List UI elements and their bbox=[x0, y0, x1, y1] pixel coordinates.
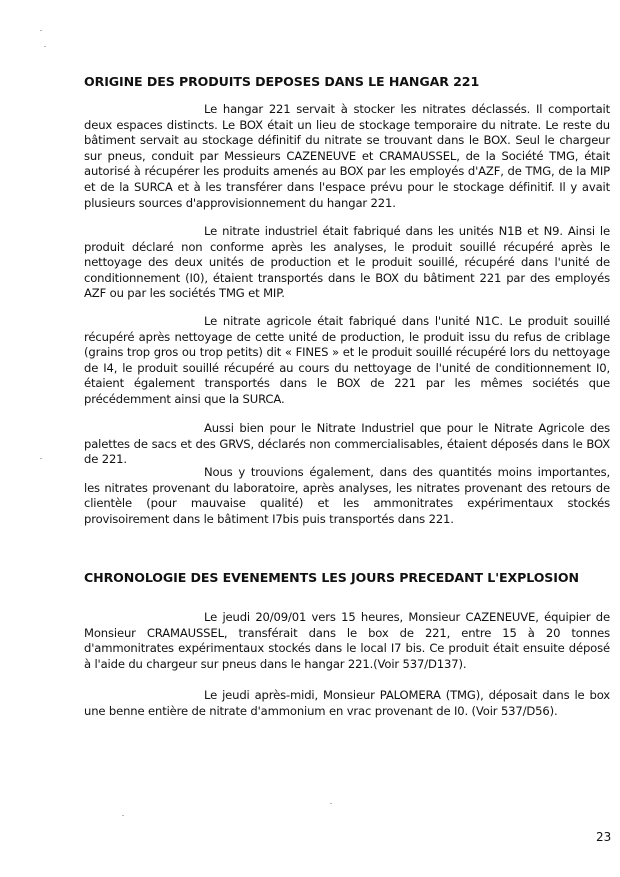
scan-speck bbox=[330, 803, 332, 804]
paragraph-nitrate-industriel: Le nitrate industriel était fabriqué dans les unités N1B et N9. Ainsi le produit déclaré non conforme après les analyses, le produit souillé récupéré après le nettoyage des deux unités de production et le produit souillé, récupéré dans l'unité de conditionnement (I0), étaient transportés dans le BOX du bâtiment 221 par des employés AZF ou par les sociétés TMG et MIP. bbox=[84, 224, 610, 301]
page-number: 23 bbox=[596, 830, 612, 844]
paragraph-jeudi-palomera: Le jeudi après-midi, Monsieur PALOMERA (TMG), déposait dans le box une benne entière de nitrate d'ammonium en vrac provenant de I0. (Voir 537/D56). bbox=[84, 688, 610, 718]
section-heading-origine: ORIGINE DES PRODUITS DEPOSES DANS LE HANGAR 221 bbox=[84, 74, 480, 89]
paragraph-palettes: Aussi bien pour le Nitrate Industriel que pour le Nitrate Agricole des palettes de sacs et des GRVS, déclarés non commercialisables, étaient déposés dans le BOX de 221. bbox=[84, 421, 610, 467]
scan-speck bbox=[44, 46, 46, 47]
paragraph-hangar-221: Le hangar 221 servait à stocker les nitrates déclassés. Il comportait deux espaces distincts. Le BOX était un lieu de stockage temporaire du nitrate. Le reste du bâtiment servait au stockage définitif du nitrate se trouvant dans le BOX. Seul le chargeur sur pneus, conduit par Messieurs CAZENEUVE et CRAMAUSSEL, de la Société TMG, était autorisé à récupérer les produits amenés au BOX par les employés d'AZF, de TMG, de la MIP et de la SURCA et à les transférer dans l'espace prévu pour le stockage définitif. Il y avait plusieurs sources d'approvisionnement du hangar 221. bbox=[84, 102, 610, 210]
scan-speck bbox=[40, 30, 42, 31]
paragraph-nitrate-agricole: Le nitrate agricole était fabriqué dans l'unité N1C. Le produit souillé récupéré après nettoyage de cette unité de production, le produit issu du refus de criblage (grains trop gros ou trop petits) dit « FINES » et le produit souillé récupéré lors du nettoyage de I4, le produit souillé récupéré au cours du nettoyage de l'unité de conditionnement I0, étaient également transportés dans le BOX de 221 par les mêmes sociétés que précédemment ainsi que la SURCA. bbox=[84, 314, 610, 406]
paragraph-laboratoire: Nous y trouvions également, dans des quantités moins importantes, les nitrates provenant du laboratoire, après analyses, les nitrates provenant des retours de clientèle (pour mauvaise qualité) et les ammonitrates expérimentaux stockés provisoirement dans le bâtiment I7bis puis transportés dans 221. bbox=[84, 465, 610, 526]
paragraph-jeudi-cazeneuve: Le jeudi 20/09/01 vers 15 heures, Monsieur CAZENEUVE, équipier de Monsieur CRAMAUSSEL, transférait dans le box de 221, entre 15 à 20 tonnes d'ammonitrates expérimentaux stockés dans le local I7 bis. Ce produit était ensuite déposé à l'aide du chargeur sur pneus dans le hangar 221.(Voir 537/D137). bbox=[84, 610, 610, 671]
scan-speck bbox=[122, 815, 124, 816]
section-heading-chronologie: CHRONOLOGIE DES EVENEMENTS LES JOURS PRECEDANT L'EXPLOSION bbox=[84, 570, 579, 585]
scan-speck bbox=[40, 458, 42, 459]
